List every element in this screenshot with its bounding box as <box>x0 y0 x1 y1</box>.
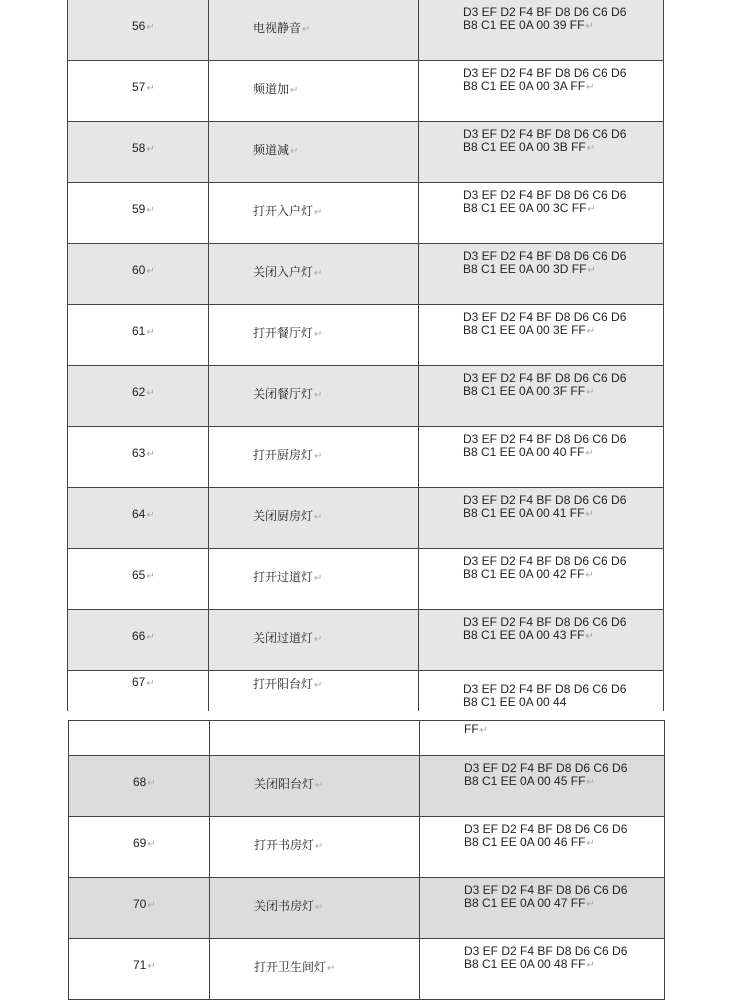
row-number: 65↵ <box>132 568 155 582</box>
paragraph-mark-icon: ↵ <box>146 144 155 155</box>
column-divider <box>418 305 419 365</box>
command-name: 打开阳台灯↵ <box>253 677 323 691</box>
command-code: D3 EF D2 F4 BF D8 D6 C6 D6 B8 C1 EE 0A 00 3B FF↵ <box>463 127 627 154</box>
paragraph-mark-icon: ↵ <box>314 390 323 401</box>
table-row <box>68 244 663 305</box>
paragraph-mark-icon: ↵ <box>314 680 323 691</box>
command-code: D3 EF D2 F4 BF D8 D6 C6 D6 B8 C1 EE 0A 00 47 FF↵ <box>464 883 628 910</box>
command-table-part-1 <box>67 0 664 711</box>
paragraph-mark-icon: ↵ <box>314 634 323 645</box>
column-divider <box>418 244 419 304</box>
paragraph-mark-icon: ↵ <box>146 83 155 94</box>
paragraph-mark-icon: ↵ <box>585 569 594 581</box>
row-number: 69↵ <box>133 836 156 850</box>
table-row-continuation <box>69 720 664 756</box>
column-divider <box>208 244 209 304</box>
paragraph-mark-icon: ↵ <box>290 85 299 96</box>
paragraph-mark-icon: ↵ <box>146 510 155 521</box>
column-divider <box>209 939 210 999</box>
column-divider <box>418 61 419 121</box>
row-number: 67↵ <box>132 675 155 689</box>
paragraph-mark-icon: ↵ <box>315 841 324 852</box>
paragraph-mark-icon: ↵ <box>479 725 489 736</box>
row-number: 64↵ <box>132 507 155 521</box>
command-name: 关闭阳台灯↵ <box>254 777 324 791</box>
row-number: 62↵ <box>132 385 155 399</box>
paragraph-mark-icon: ↵ <box>587 203 596 215</box>
column-divider <box>418 610 419 670</box>
paragraph-mark-icon: ↵ <box>147 900 156 911</box>
table-row <box>69 939 664 1000</box>
row-number: 66↵ <box>132 629 155 643</box>
row-number: 70↵ <box>133 897 156 911</box>
paragraph-mark-icon: ↵ <box>314 268 323 279</box>
paragraph-mark-icon: ↵ <box>147 778 156 789</box>
table-row <box>68 305 663 366</box>
paragraph-mark-icon: ↵ <box>585 630 594 642</box>
table-row <box>68 427 663 488</box>
command-name: 打开厨房灯↵ <box>253 448 323 462</box>
row-number: 59↵ <box>132 202 155 216</box>
paragraph-mark-icon: ↵ <box>147 961 156 972</box>
column-divider <box>209 721 210 755</box>
column-divider <box>419 939 420 999</box>
command-code: D3 EF D2 F4 BF D8 D6 C6 D6 B8 C1 EE 0A 00 48 FF↵ <box>464 944 628 971</box>
paragraph-mark-icon: ↵ <box>146 266 155 277</box>
command-table-part-2 <box>68 720 665 1000</box>
column-divider <box>419 756 420 816</box>
command-name: 打开卫生间灯↵ <box>254 960 336 974</box>
command-name: 频道加↵ <box>253 82 299 96</box>
paragraph-mark-icon: ↵ <box>585 20 594 32</box>
column-divider <box>418 0 419 60</box>
column-divider <box>208 549 209 609</box>
paragraph-mark-icon: ↵ <box>586 898 595 910</box>
paragraph-mark-icon: ↵ <box>314 573 323 584</box>
table-row <box>68 610 663 671</box>
table-row <box>68 549 663 610</box>
paragraph-mark-icon: ↵ <box>147 839 156 850</box>
table-row <box>68 671 663 711</box>
paragraph-mark-icon: ↵ <box>586 837 595 849</box>
column-divider <box>208 610 209 670</box>
command-name: 关闭入户灯↵ <box>253 265 323 279</box>
paragraph-mark-icon: ↵ <box>586 81 595 93</box>
command-name: 频道减↵ <box>253 143 299 157</box>
command-name: 关闭书房灯↵ <box>254 899 324 913</box>
column-divider <box>209 756 210 816</box>
command-name: 关闭餐厅灯↵ <box>253 387 323 401</box>
command-name: 打开书房灯↵ <box>254 838 324 852</box>
paragraph-mark-icon: ↵ <box>146 205 155 216</box>
command-code: D3 EF D2 F4 BF D8 D6 C6 D6 B8 C1 EE 0A 00 3E FF↵ <box>463 310 627 337</box>
table-row <box>68 488 663 549</box>
column-divider <box>418 488 419 548</box>
paragraph-mark-icon: ↵ <box>585 447 594 459</box>
table-row <box>68 366 663 427</box>
row-number: 68↵ <box>133 775 156 789</box>
paragraph-mark-icon: ↵ <box>315 780 324 791</box>
row-number: 58↵ <box>132 141 155 155</box>
command-code: D3 EF D2 F4 BF D8 D6 C6 D6 B8 C1 EE 0A 00 40 FF↵ <box>463 432 627 459</box>
column-divider <box>209 817 210 877</box>
command-name: 打开过道灯↵ <box>253 570 323 584</box>
column-divider <box>419 878 420 938</box>
paragraph-mark-icon: ↵ <box>586 142 596 154</box>
paragraph-mark-icon: ↵ <box>146 327 155 338</box>
column-divider <box>418 122 419 182</box>
column-divider <box>419 817 420 877</box>
command-code: D3 EF D2 F4 BF D8 D6 C6 D6 B8 C1 EE 0A 00 46 FF↵ <box>464 822 628 849</box>
row-number: 63↵ <box>132 446 155 460</box>
command-code: D3 EF D2 F4 BF D8 D6 C6 D6 B8 C1 EE 0A 00 3A FF↵ <box>463 66 627 93</box>
paragraph-mark-icon: ↵ <box>587 264 596 276</box>
command-code: D3 EF D2 F4 BF D8 D6 C6 D6 B8 C1 EE 0A 00 39 FF↵ <box>463 5 627 32</box>
column-divider <box>209 878 210 938</box>
column-divider <box>208 671 209 711</box>
row-number: 57↵ <box>132 80 155 94</box>
command-name: 关闭过道灯↵ <box>253 631 323 645</box>
paragraph-mark-icon: ↵ <box>146 449 155 460</box>
column-divider <box>418 427 419 487</box>
column-divider <box>419 721 420 755</box>
paragraph-mark-icon: ↵ <box>290 146 299 157</box>
paragraph-mark-icon: ↵ <box>314 207 323 218</box>
paragraph-mark-icon: ↵ <box>586 386 595 398</box>
command-code: D3 EF D2 F4 BF D8 D6 C6 D6 B8 C1 EE 0A 00 42 FF↵ <box>463 554 627 581</box>
command-code: D3 EF D2 F4 BF D8 D6 C6 D6 B8 C1 EE 0A 00 3D FF↵ <box>463 249 627 276</box>
table-row <box>69 817 664 878</box>
paragraph-mark-icon: ↵ <box>315 902 324 913</box>
command-name: 关闭厨房灯↵ <box>253 509 323 523</box>
command-code: D3 EF D2 F4 BF D8 D6 C6 D6 B8 C1 EE 0A 00 3F FF↵ <box>463 371 627 398</box>
table-row <box>68 122 663 183</box>
command-name: 电视静音↵ <box>253 21 311 35</box>
command-code: D3 EF D2 F4 BF D8 D6 C6 D6 B8 C1 EE 0A 00 45 FF↵ <box>464 761 628 788</box>
column-divider <box>208 122 209 182</box>
command-code: D3 EF D2 F4 BF D8 D6 C6 D6 B8 C1 EE 0A 00 43 FF↵ <box>463 615 627 642</box>
paragraph-mark-icon: ↵ <box>586 776 595 788</box>
table-row <box>68 61 663 122</box>
column-divider <box>208 61 209 121</box>
column-divider <box>418 183 419 243</box>
column-divider <box>208 427 209 487</box>
paragraph-mark-icon: ↵ <box>146 678 155 689</box>
column-divider <box>208 0 209 60</box>
paragraph-mark-icon: ↵ <box>585 508 594 520</box>
column-divider <box>208 488 209 548</box>
paragraph-mark-icon: ↵ <box>314 329 323 340</box>
command-name: 打开入户灯↵ <box>253 204 323 218</box>
command-code: FF↵ <box>464 722 489 736</box>
command-code: D3 EF D2 F4 BF D8 D6 C6 D6 B8 C1 EE 0A 00 44 <box>463 682 627 709</box>
row-number: 60↵ <box>132 263 155 277</box>
column-divider <box>418 671 419 711</box>
row-number: 71↵ <box>133 958 156 972</box>
table-row <box>68 183 663 244</box>
paragraph-mark-icon: ↵ <box>586 325 596 337</box>
table-row <box>68 0 663 61</box>
column-divider <box>208 183 209 243</box>
paragraph-mark-icon: ↵ <box>146 632 155 643</box>
column-divider <box>208 366 209 426</box>
row-number: 56↵ <box>132 19 155 33</box>
row-number: 61↵ <box>132 324 155 338</box>
column-divider <box>418 366 419 426</box>
paragraph-mark-icon: ↵ <box>314 512 323 523</box>
paragraph-mark-icon: ↵ <box>586 959 595 971</box>
command-name: 打开餐厅灯↵ <box>253 326 323 340</box>
paragraph-mark-icon: ↵ <box>146 571 155 582</box>
column-divider <box>418 549 419 609</box>
command-code: D3 EF D2 F4 BF D8 D6 C6 D6 B8 C1 EE 0A 00 3C FF↵ <box>463 188 627 215</box>
paragraph-mark-icon: ↵ <box>146 388 155 399</box>
table-row <box>69 756 664 817</box>
command-code: D3 EF D2 F4 BF D8 D6 C6 D6 B8 C1 EE 0A 00 41 FF↵ <box>463 493 627 520</box>
paragraph-mark-icon: ↵ <box>302 24 311 35</box>
table-row <box>69 878 664 939</box>
paragraph-mark-icon: ↵ <box>146 22 155 33</box>
paragraph-mark-icon: ↵ <box>314 451 323 462</box>
paragraph-mark-icon: ↵ <box>327 963 336 974</box>
column-divider <box>208 305 209 365</box>
